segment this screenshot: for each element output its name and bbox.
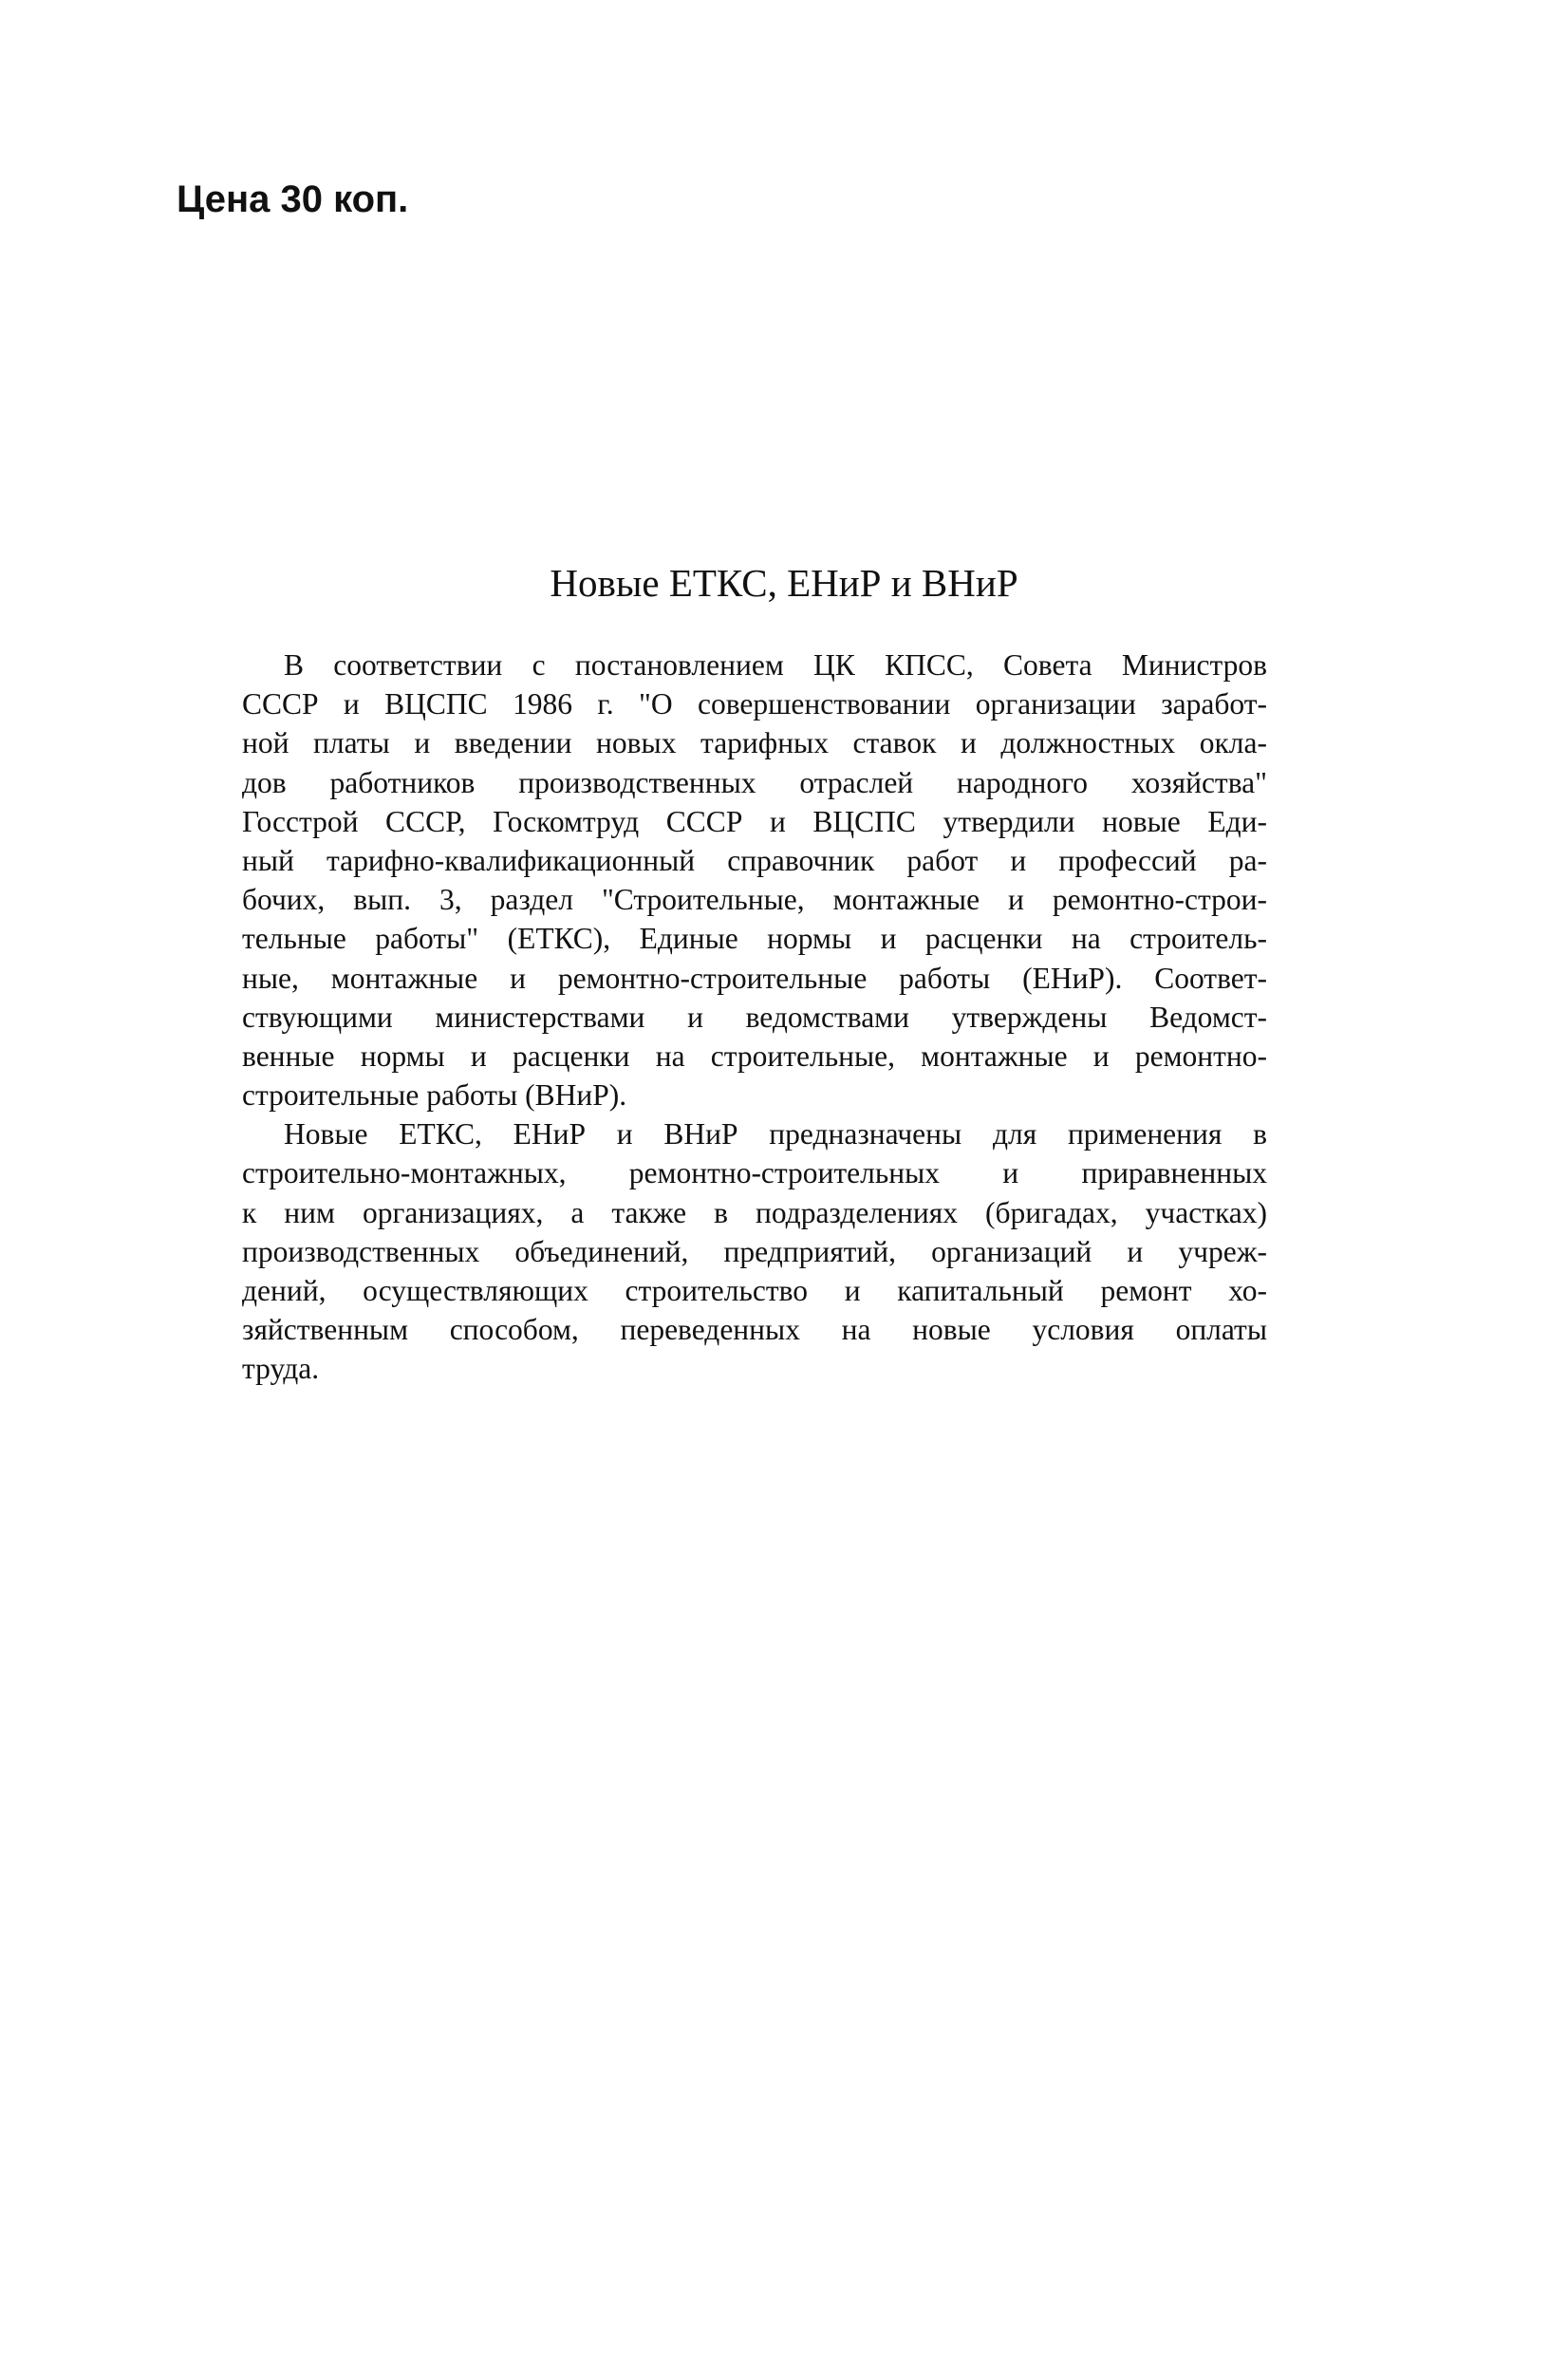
text-line: ствующими министерствами и ведомствами утверждены Ведомст- bbox=[242, 1000, 1267, 1034]
text-line: Госстрой СССР, Госкомтруд СССР и ВЦСПС утвердили новые Еди- bbox=[242, 804, 1267, 838]
text-line: зяйственным способом, переведенных на новые условия оплаты bbox=[242, 1313, 1267, 1347]
text-line: дений, осуществляющих строительство и капитальный ремонт хо- bbox=[242, 1274, 1267, 1307]
text-line: дов работников производственных отраслей народного хозяйства" bbox=[242, 765, 1267, 799]
text-line: ной платы и введении новых тарифных ставок и должностных окла- bbox=[242, 726, 1267, 760]
text-line: ные, монтажные и ремонтно-строительные работы (ЕНиР). Соответ- bbox=[242, 961, 1267, 995]
document-title: Новые ЕТКС, ЕНиР и ВНиР bbox=[550, 561, 1018, 605]
text-line: труда. bbox=[242, 1352, 320, 1386]
text-line: Новые ЕТКС, ЕНиР и ВНиР предназначены для применения в bbox=[284, 1117, 1267, 1151]
text-line: производственных объединений, предприятий, организаций и учреж- bbox=[242, 1234, 1267, 1268]
text-line: строительные работы (ВНиР). bbox=[242, 1078, 627, 1113]
text-line: тельные работы" (ЕТКС), Единые нормы и расценки на строитель- bbox=[242, 922, 1267, 956]
text-line: В соответствии с постановлением ЦК КПСС, Совета Министров bbox=[284, 648, 1267, 682]
document-body bbox=[242, 646, 1267, 1389]
price-label: Цена 30 коп. bbox=[177, 178, 409, 220]
text-line: венные нормы и расценки на строительные, монтажные и ремонтно- bbox=[242, 1039, 1267, 1073]
text-line: СССР и ВЦСПС 1986 г. "О совершенствовании организации заработ- bbox=[242, 687, 1267, 721]
text-line: ный тарифно-квалификационный справочник работ и профессий ра- bbox=[242, 843, 1267, 877]
paragraph-2 bbox=[242, 1114, 1267, 1388]
text-line: к ним организациях, а также в подразделениях (бригадах, участках) bbox=[242, 1195, 1267, 1229]
text-line: строительно-монтажных, ремонтно-строительных и приравненных bbox=[242, 1156, 1267, 1190]
text-line: бочих, вып. 3, раздел "Строительные, монтажные и ремонтно-строи- bbox=[242, 883, 1267, 917]
paragraph-1 bbox=[242, 646, 1267, 1114]
